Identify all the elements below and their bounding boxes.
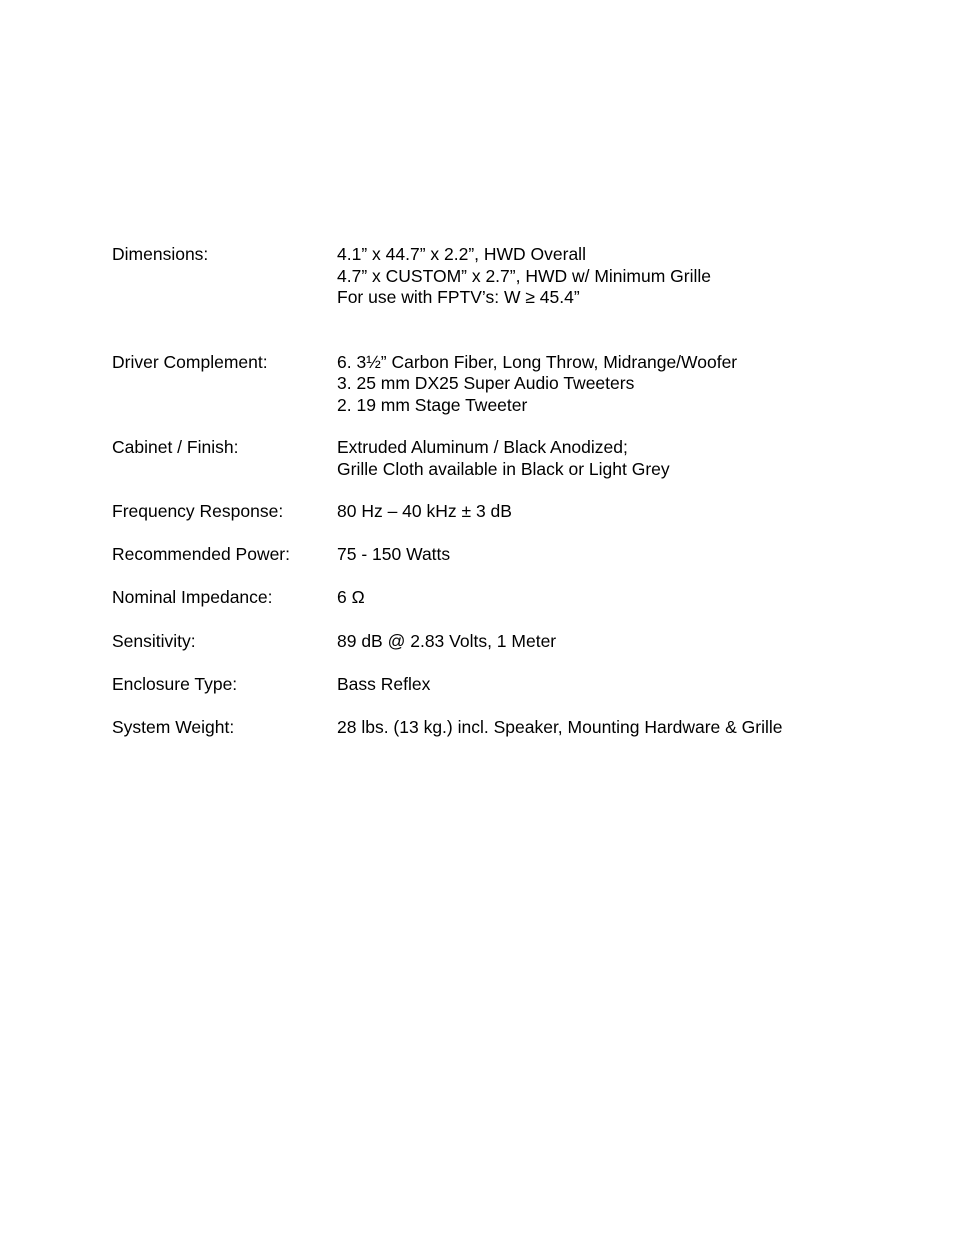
spec-row-dimensions: [112, 244, 912, 309]
spec-value-sensitivity: 89 dB @ 2.83 Volts, 1 Meter: [337, 630, 557, 651]
spec-value-nominal-impedance: 6 Ω: [337, 587, 365, 607]
grille-cloth-options: Grille Cloth available in Black or Light Grey: [337, 458, 670, 479]
cabinet-material: Extruded Aluminum / Black Anodized;: [337, 437, 628, 457]
spec-row-nominal-impedance: [112, 587, 912, 609]
spec-value-dimensions: [337, 244, 912, 309]
spec-value-system-weight: 28 lbs. (13 kg.) incl. Speaker, Mounting Hardware & Grille: [337, 716, 783, 737]
driver-stage-tweeter: 2. 19 mm Stage Tweeter: [337, 394, 528, 415]
driver-super-audio-tweeters: 3. 25 mm DX25 Super Audio Tweeters: [337, 373, 635, 393]
dimensions-fptv-note: For use with FPTV’s: W ≥ 45.4”: [337, 287, 580, 307]
spec-row-enclosure-type: [112, 674, 912, 696]
spec-value-recommended-power: 75 - 150 Watts: [337, 544, 451, 564]
spec-label-sensitivity: Sensitivity:: [112, 630, 196, 651]
spec-row-sensitivity: [112, 631, 912, 653]
spec-label-system-weight: System Weight:: [112, 716, 235, 737]
spec-row-cabinet-finish: [112, 437, 912, 480]
spec-row-recommended-power: [112, 544, 912, 566]
spec-value-frequency-response: 80 Hz – 40 kHz ± 3 dB: [337, 501, 512, 521]
spec-label-frequency-response: Frequency Response:: [112, 501, 284, 521]
spec-row-driver-complement: [112, 352, 912, 417]
spec-value-enclosure-type: Bass Reflex: [337, 673, 431, 694]
spec-label-enclosure-type: Enclosure Type:: [112, 673, 238, 694]
spec-row-system-weight: [112, 717, 912, 739]
spec-value-cabinet-finish: [337, 437, 912, 480]
spec-value-driver-complement: [337, 352, 912, 417]
spec-label-recommended-power: Recommended Power:: [112, 544, 290, 564]
spec-label-dimensions: Dimensions:: [112, 244, 209, 264]
spec-sheet: [112, 244, 912, 738]
spec-row-frequency-response: [112, 501, 912, 523]
spec-label-nominal-impedance: Nominal Impedance:: [112, 587, 273, 607]
spec-label-cabinet-finish: Cabinet / Finish:: [112, 437, 239, 457]
spec-label-driver-complement: Driver Complement:: [112, 351, 268, 372]
driver-woofer: 6. 3½” Carbon Fiber, Long Throw, Midrange/Woofer: [337, 351, 738, 372]
dimensions-with-grille: 4.7” x CUSTOM” x 2.7”, HWD w/ Minimum Grille: [337, 265, 712, 286]
dimensions-overall: 4.1” x 44.7” x 2.2”, HWD Overall: [337, 244, 586, 264]
